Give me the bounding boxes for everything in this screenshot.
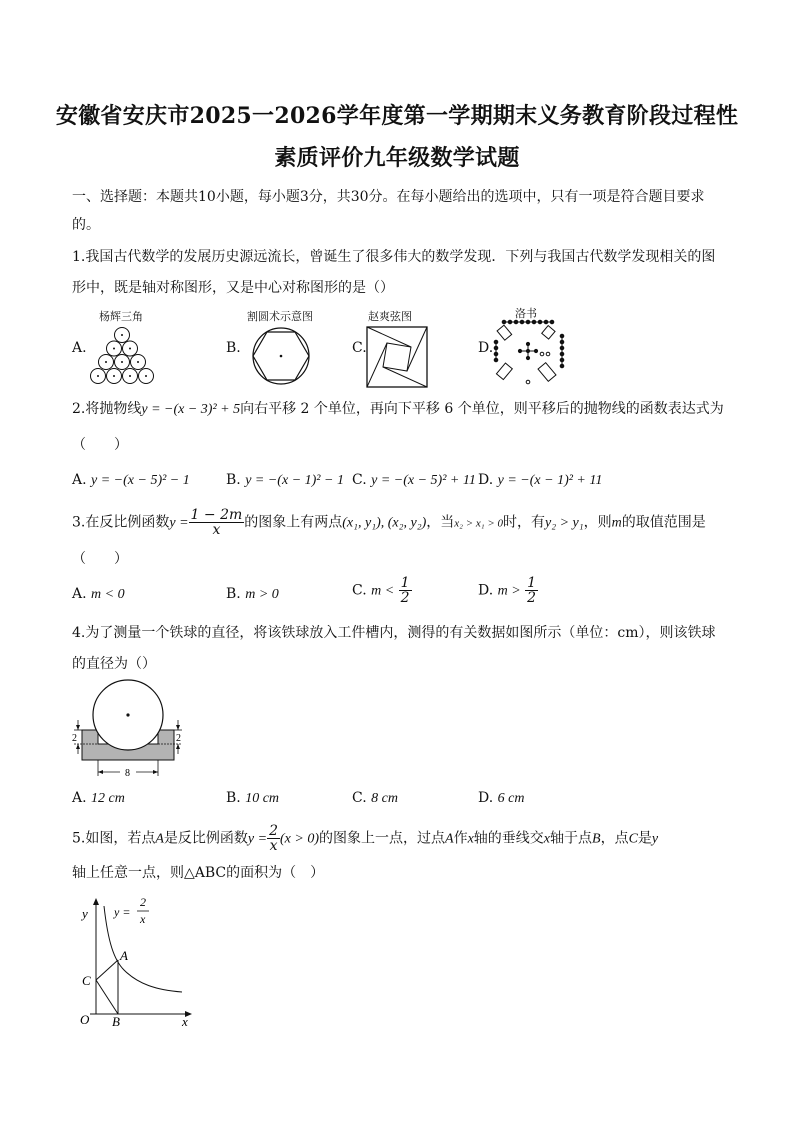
q3-option-c-label: C. [352,582,367,599]
q3-points: (x₁, y₁), (x₂, y₂) [342,515,427,531]
q2-option-c-value: y = −(x − 5)² + 11 [371,473,476,488]
q3-func-num: 1 − 2m [190,507,243,523]
q3-text-mid: 的图象上有两点 [244,514,343,531]
q3-option-d-den: 2 [527,590,537,606]
q5-func-lhs: y = [247,831,268,847]
q1-option-d-label[interactable]: D. [478,340,494,356]
section-heading-line2: 的。 [72,217,100,233]
question-5 [72,824,742,853]
q2-formula: y = −(x − 3)² + 5 [141,402,241,417]
section-heading [72,186,732,236]
q2-option-c-label: C. [352,472,367,488]
q1-text-line2: 形中，既是轴对称图形，又是中心对称图形的是（） [72,280,394,296]
q5-graph-curve-den: x [140,912,146,926]
q3-func-den: x [212,522,221,538]
q2-option-b-value: y = −(x − 1)² − 1 [245,473,344,488]
q4-text-line2: 的直径为（） [72,656,156,672]
q5-text-f: ，点 [600,830,629,847]
q5-graph-point-a: A [120,948,128,963]
q3-option-c-lhs: m < [371,583,395,599]
q2-option-a-value: y = −(x − 5)² − 1 [91,473,190,488]
q3-func-fraction [189,508,245,537]
q3-text-pre: 3.在反比例函数 [72,514,170,531]
q4-text-line1: 4.为了测量一个铁球的直径，将该铁球放入工件槽内，测得的有关数据如图所示（单位：cm），则该铁球 [72,625,716,641]
q5-graph-figure [70,892,200,1028]
q5-x2: x [543,831,551,847]
q4-option-c[interactable] [352,790,398,807]
q5-graph-origin-label: O [80,1012,90,1027]
question-2 [72,398,732,421]
q5-text-a: 是反比例函数 [163,830,248,847]
q3-option-b[interactable] [226,586,279,603]
q5-point-a-2: A [445,831,454,847]
zhaoshuang-figure [366,326,428,388]
circle-division-figure [248,326,314,386]
page-title-line1: 安徽省安庆市2025一2026学年度第一学期期末义务教育阶段过程性 [55,103,739,129]
q5-x1: x [467,831,474,847]
q1-option-c-caption: 赵爽弦图 [368,310,412,323]
question-4 [72,622,732,675]
q4-fig-right-depth: 2 [176,733,181,744]
q5-point-c: C [628,831,638,847]
q3-text-end: ，则 [583,514,612,531]
q2-option-a-label: A. [72,472,87,488]
q4-option-b-value: 10 cm [245,791,280,806]
q3-option-b-value: m > 0 [245,587,279,602]
q2-option-d-value: y = −(x − 1)² + 11 [497,473,603,488]
q5-func-num: 2 [269,823,279,839]
q3-option-c-den: 2 [400,590,410,606]
q1-option-d-caption: 洛书 [515,307,537,320]
q3-func-lhs: y = [169,515,189,531]
q4-option-d-value: 6 cm [497,791,525,806]
section-heading-line1: 一、选择题：本题共10小题，每小题3分，共30分。在每小题给出的选项中，只有一项是符合题目要求 [72,189,705,205]
q3-option-d-fraction [525,576,538,605]
q3-option-a-value: m < 0 [91,587,125,602]
q1-option-b-caption: 割圆术示意图 [247,310,313,323]
q3-option-a-label: A. [72,586,87,602]
page-title-line2: 素质评价九年级数学试题 [274,145,520,171]
q4-fig-width: 8 [125,768,130,779]
q3-option-c-fraction [399,576,412,605]
q2-option-c[interactable] [352,472,476,489]
q2-text-post: 向右平移 2 个单位，再向下平移 6 个单位，则平移后的抛物线的函数表达式为 [240,401,724,417]
q4-option-b-label: B. [226,790,241,806]
q1-option-b-label[interactable]: B. [226,340,241,356]
q1-text-line1: 1.我国古代数学的发展历史源远流长，曾诞生了很多伟大的数学发现．下列与我国古代数学发现相关的图 [72,249,716,265]
question-3 [72,508,752,537]
q3-cond1: x₂ > x₁ > 0 [454,517,504,530]
q1-option-a-caption: 杨辉三角 [99,310,143,323]
q5-graph-point-c: C [82,973,91,988]
q2-option-b-label: B. [226,472,241,488]
q3-answer-paren: （ ） [72,551,128,567]
q5-graph-point-b: B [112,1014,120,1028]
q5-graph-curve-lhs: y = [114,905,131,919]
question-1 [72,246,732,299]
q5-graph-x-axis-label: x [182,1014,188,1028]
iron-ball-groove-figure [70,676,186,784]
q4-option-b[interactable] [226,790,279,807]
q5-text-b: 的图象上一点，过点 [319,830,446,847]
q5-text-c: 作 [453,830,468,847]
q5-point-b: B [592,831,601,847]
q5-y1: y [651,831,659,847]
q3-cond2: y₂ > y₁ [545,515,584,531]
q2-option-a[interactable] [72,472,190,489]
q3-option-d-label: D. [478,582,494,599]
q5-text-line2: 轴上任意一点，则△ABC的面积为（ ） [72,865,325,881]
q3-option-c[interactable] [352,576,412,605]
q4-option-a-value: 12 cm [91,791,125,806]
luoshu-figure [490,318,570,388]
q1-option-c-label[interactable]: C. [352,340,367,356]
q2-option-d-label: D. [478,472,494,488]
yanghui-triangle-figure [84,326,160,388]
q5-domain: (x > 0) [280,831,320,847]
q5-func-fraction [267,824,280,853]
q5-point-a: A [155,831,164,847]
q5-text-d: 轴的垂线交 [473,830,544,847]
q2-answer-paren: （ ） [72,437,128,453]
q1-option-a-label[interactable]: A. [72,340,87,356]
q5-graph-curve-num: 2 [140,895,146,909]
q3-text-then: 时，有 [503,514,546,531]
q4-fig-left-depth: 2 [72,733,77,744]
q3-option-d-num: 1 [527,575,537,591]
q3-option-a[interactable] [72,586,125,603]
q3-option-b-label: B. [226,586,241,602]
q4-option-c-value: 8 cm [371,791,398,806]
q3-option-d[interactable] [478,576,538,605]
q5-text-pre: 5.如图，若点 [72,830,156,847]
q2-text-pre: 2.将抛物线 [72,401,142,417]
q3-text-tail: 的取值范围是 [621,514,706,531]
q4-option-c-label: C. [352,790,367,806]
q4-option-a[interactable] [72,790,125,807]
q5-text-e: 轴于点 [550,830,593,847]
q4-option-d-label: D. [478,790,494,806]
q5-text-g: 是 [637,830,652,847]
q2-option-b[interactable] [226,472,344,489]
q3-option-d-lhs: m > [497,583,521,599]
q3-text-when: ，当 [426,514,455,531]
q4-option-a-label: A. [72,790,87,806]
q3-option-c-num: 1 [400,575,410,591]
q3-var: m [611,515,622,531]
q2-option-d[interactable] [478,472,602,489]
q4-option-d[interactable] [478,790,524,807]
q5-func-den: x [269,838,278,854]
q5-graph-y-axis-label: y [82,906,88,921]
